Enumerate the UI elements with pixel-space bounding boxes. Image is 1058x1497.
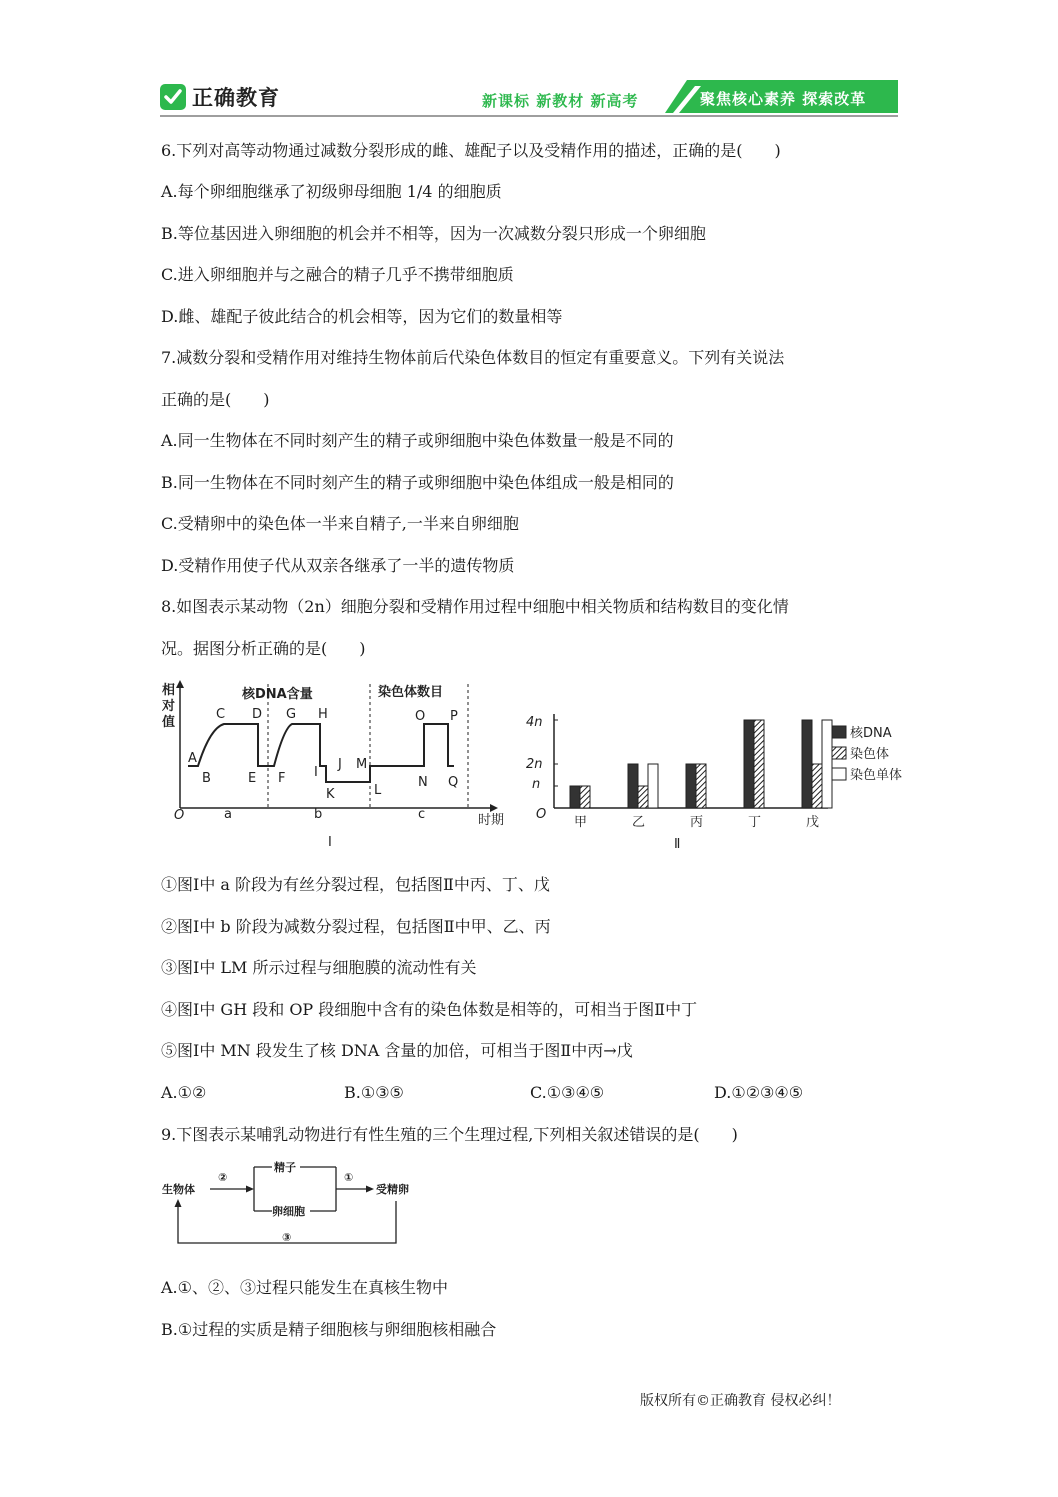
fig1-ylabel-1: 相: [162, 683, 176, 698]
check-logo-icon: [160, 84, 186, 110]
q6-option-b: B.等位基因进入卵细胞的机会并不相等，因为一次减数分裂只形成一个卵细胞: [161, 224, 706, 243]
brand-name: 正确教育: [192, 86, 280, 110]
fig2-egg: 卵细胞: [272, 1205, 305, 1218]
fig2-caption: Ⅱ: [674, 837, 681, 852]
fig2-ytick-4n: 4n: [526, 715, 543, 730]
q6-option-a: A.每个卵细胞继承了初级卵母细胞 1/4 的细胞质: [161, 182, 502, 201]
fig1-point-G: G: [286, 707, 297, 722]
fig1-xlabel: 时期: [478, 813, 505, 828]
fig1-point-C: C: [216, 707, 226, 722]
fig2-sperm: 精子: [274, 1161, 296, 1174]
fig1-phase-b: b: [314, 807, 323, 822]
q9-option-a: A.①、②、③过程只能发生在真核生物中: [161, 1278, 448, 1297]
bar-dna-3: [744, 720, 754, 808]
category-label-0: 甲: [574, 815, 588, 830]
q8-statement-5: ⑤图Ⅰ中 MN 段发生了核 DNA 含量的加倍，可相当于图Ⅱ中丙→戊: [161, 1041, 633, 1060]
legend-label-chromatid: 染色单体: [850, 768, 903, 783]
fig1-point-O: O: [415, 709, 426, 724]
page-header: [160, 78, 898, 118]
bar-chromosome-0: [580, 786, 590, 808]
legend-label-chromosome: 染色体: [850, 747, 890, 762]
q7-option-d: D.受精作用使子代从双亲各继承了一半的遗传物质: [161, 556, 515, 575]
page-footer: 版权所有©正确教育 侵权必纠！: [640, 1393, 841, 1409]
fig1-point-K: K: [326, 787, 335, 802]
fig1-section-chromosome: 染色体数目: [378, 685, 444, 700]
fig1-point-J: J: [338, 757, 342, 772]
bar-dna-2: [686, 764, 696, 808]
slogan-right: 聚焦核心素养 探索改革: [700, 90, 867, 108]
q8-statement-1: ①图Ⅰ中 a 阶段为有丝分裂过程，包括图Ⅱ中丙、丁、戊: [161, 875, 550, 894]
q7-option-c: C.受精卵中的染色体一半来自精子,一半来自卵细胞: [161, 514, 519, 533]
bar-chromatid-4: [822, 720, 832, 808]
q8-statement-2: ②图Ⅰ中 b 阶段为减数分裂过程，包括图Ⅱ中甲、乙、丙: [161, 917, 551, 936]
fig1-ylabel-3: 值: [162, 715, 176, 730]
q8-statement-4: ④图Ⅰ中 GH 段和 OP 段细胞中含有的染色体数是相等的，可相当于图Ⅱ中丁: [161, 1000, 698, 1019]
fig2-ytick-n: n: [532, 777, 541, 792]
fig1-point-L: L: [374, 783, 382, 798]
slogan-left: 新课标 新教材 新高考: [482, 92, 639, 110]
q6-stem: 6.下列对高等动物通过减数分裂形成的雌、雄配子以及受精作用的描述，正确的是( ): [161, 141, 781, 160]
q6-option-c: C.进入卵细胞并与之融合的精子几乎不携带细胞质: [161, 265, 514, 284]
fig1-point-N: N: [418, 775, 428, 790]
fig1-point-H: H: [318, 707, 328, 722]
fig2-zygote: 受精卵: [376, 1183, 409, 1196]
header-divider: [160, 115, 898, 117]
bar-chromosome-2: [696, 764, 706, 808]
fig1-point-A: A: [188, 751, 197, 766]
category-label-4: 戊: [806, 815, 820, 830]
brand-logo: [160, 82, 280, 112]
category-label-3: 丁: [748, 815, 762, 830]
fig1-phase-a: a: [224, 807, 232, 822]
category-label-1: 乙: [632, 815, 646, 830]
q8-option-c: C.①③④⑤: [530, 1083, 605, 1102]
fig2-step-3: ③: [282, 1231, 292, 1244]
category-label-2: 丙: [690, 815, 704, 830]
fig1-point-F: F: [278, 771, 286, 786]
fig1-caption: Ⅰ: [328, 835, 332, 850]
legend-swatch-dna: [832, 726, 846, 738]
q7-option-b: B.同一生物体在不同时刻产生的精子或卵细胞中染色体组成一般是相同的: [161, 473, 674, 492]
figure-q9-process: [160, 1157, 430, 1257]
fig1-origin: O: [174, 808, 185, 823]
bar-chromosome-3: [754, 720, 764, 808]
q7-stem-line1: 7.减数分裂和受精作用对维持生物体前后代染色体数目的恒定有重要意义。下列有关说法: [161, 348, 785, 367]
fig2-origin: O: [536, 807, 547, 822]
q8-option-d: D.①②③④⑤: [714, 1083, 804, 1102]
fig1-ylabel-2: 对: [162, 699, 176, 714]
q9-stem: 9.下图表示某哺乳动物进行有性生殖的三个生理过程,下列相关叙述错误的是( ): [161, 1125, 738, 1144]
fig1-point-E: E: [248, 771, 257, 786]
bar-chromatid-1: [648, 764, 658, 808]
fig1-point-M: M: [356, 757, 368, 772]
fig1-point-D: D: [252, 707, 263, 722]
q8-stem-line1: 8.如图表示某动物（2n）细胞分裂和受精作用过程中细胞中相关物质和结构数目的变化情: [161, 597, 789, 616]
fig1-section-dna: 核DNA含量: [242, 687, 313, 702]
fig1-point-I: I: [314, 765, 318, 780]
fig1-point-P: P: [450, 709, 458, 724]
q8-stem-line2: 况。据图分析正确的是( ): [161, 639, 366, 658]
bar-chromosome-1: [638, 786, 648, 808]
fig1-phase-c: c: [418, 807, 426, 822]
fig1-point-B: B: [202, 771, 211, 786]
legend-label-dna: 核DNA: [850, 726, 892, 741]
q8-statement-3: ③图Ⅰ中 LM 所示过程与细胞膜的流动性有关: [161, 958, 477, 977]
figure-q8: [160, 676, 920, 856]
fig2-step-1: ①: [344, 1171, 354, 1184]
q6-option-d: D.雌、雄配子彼此结合的机会相等，因为它们的数量相等: [161, 307, 563, 326]
legend-swatch-chromosome: [832, 747, 846, 759]
bar-dna-0: [570, 786, 580, 808]
fig1-curve: [188, 724, 454, 782]
fig2-step-2: ②: [218, 1171, 228, 1184]
q8-option-b: B.①③⑤: [344, 1083, 404, 1102]
bar-chromosome-4: [812, 764, 822, 808]
q7-option-a: A.同一生物体在不同时刻产生的精子或卵细胞中染色体数量一般是不同的: [161, 431, 674, 450]
legend-swatch-chromatid: [832, 768, 846, 780]
fig2-organism: 生物体: [162, 1183, 195, 1196]
q9-option-b: B.①过程的实质是精子细胞核与卵细胞核相融合: [161, 1320, 497, 1339]
q8-option-a: A.①②: [161, 1083, 207, 1102]
bar-dna-4: [802, 720, 812, 808]
bar-dna-1: [628, 764, 638, 808]
fig2-ytick-2n: 2n: [526, 757, 543, 772]
fig1-point-Q: Q: [448, 775, 459, 790]
q7-stem-line2: 正确的是( ): [161, 390, 270, 409]
